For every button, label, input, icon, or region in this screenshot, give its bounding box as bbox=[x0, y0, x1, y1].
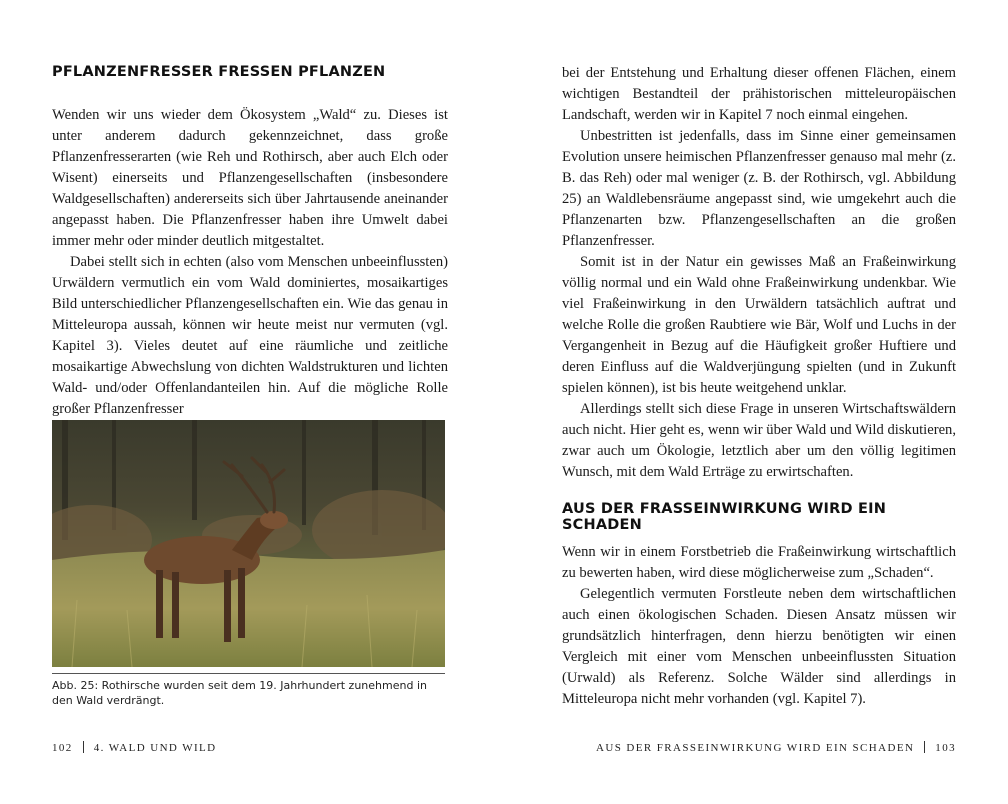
section-heading-pflanzenfresser: PFLANZENFRESSER FRESSEN PFLANZEN bbox=[52, 64, 386, 80]
paragraph: Somit ist in der Natur ein gewisses Maß an Fraßeinwirkung völlig normal und ein Wald ohne Fraßeinwirkung undenkbar. Wie viel Fraßeinwirkung in den Urwäldern tatsächlich auftrat und welche Rolle die großen Raubtiere wie Bär, Wolf und Luchs in der Vergangenheit in Bezug auf die Häufigkeit großer Huftiere und deren Einfluss auf die Waldverjüngung spielten (und in Zukunft spielen können), ist bis heute weitgehend unklar. bbox=[562, 254, 956, 396]
paragraph: Wenn wir in einem Forstbetrieb die Fraßeinwirkung wirtschaftlich zu bewerten haben, wird diese möglicherweise zum „Schaden“. bbox=[562, 544, 956, 581]
red-deer-photo bbox=[52, 420, 445, 667]
section-heading-schaden: AUS DER FRASSEINWIRKUNG WIRD EIN SCHADEN bbox=[562, 501, 887, 533]
right-page bbox=[562, 0, 956, 804]
footer-separator bbox=[83, 741, 84, 753]
page-number: 103 bbox=[935, 742, 956, 754]
right-body-text-top bbox=[562, 63, 956, 483]
paragraph: bei der Entstehung und Erhaltung dieser offenen Flächen, einem wichtigen Bestandteil der prähistorischen mitteleuropäischen Landschaft, werden wir in Kapitel 7 noch einmal eingehen. bbox=[562, 65, 956, 123]
left-body-text bbox=[52, 105, 448, 420]
right-body-text-bottom bbox=[562, 542, 956, 710]
right-running-footer bbox=[596, 741, 956, 754]
section-title: AUS DER FRASSEINWIRKUNG WIRD EIN SCHADEN bbox=[596, 742, 915, 754]
chapter-title: 4. WALD UND WILD bbox=[93, 742, 217, 754]
caption-divider bbox=[52, 673, 445, 674]
paragraph: Dabei stellt sich in echten (also vom Menschen unbeeinflussten) Urwäldern vermutlich ein vom Wald dominiertes, mosaikartiges Bild unterschiedlicher Pflanzengesellschaften ein. Wie das genau in Mitteleuropa aussah, können wir heute meist nur vermuten (vgl. Kapitel 3). Vieles deutet auf eine räumliche und zeitliche mosaikartige Abwechslung von dichten Waldstrukturen und lichten Wald- und/oder Offenlandanteilen hin. Auf die mögliche Rolle großer Pflanzenfresser bbox=[52, 254, 448, 417]
left-running-footer bbox=[52, 741, 217, 754]
page-number: 102 bbox=[52, 742, 73, 754]
footer-separator bbox=[924, 741, 925, 753]
left-page bbox=[52, 0, 448, 804]
paragraph: Allerdings stellt sich diese Frage in unseren Wirtschaftswäldern auch nicht. Hier geht es, wenn wir über Wald und Wild diskutieren, zwar auch um Ökologie, letztlich aber um den völlig legitimen Wunsch, mit dem Wald Erträge zu erwirtschaften. bbox=[562, 401, 956, 480]
figure-caption: Abb. 25: Rothirsche wurden seit dem 19. Jahrhundert zunehmend in den Wald verdrängt. bbox=[52, 679, 427, 707]
paragraph: Gelegentlich vermuten Forstleute neben dem wirtschaftlichen auch einen ökologischen Schaden. Diesen Ansatz müssen wir grundsätzlich hinterfragen, denn hierzu benötigten wir einen Vergleich mit einer vom Menschen unbeeinflussten Situation (Urwald) als Referenz. Solche Wälder sind allerdings in Mitteleuropa nicht mehr vorhanden (vgl. Kapitel 7). bbox=[562, 586, 956, 707]
paragraph: Unbestritten ist jedenfalls, dass im Sinne einer gemeinsamen Evolution unsere heimischen Pflanzenfresser genauso mal mehr (z. B. das Reh) oder mal weniger (z. B. der Rothirsch, vgl. Abbildung 25) an Waldlebensräume angepasst sind, wie umgekehrt auch die Pflanzenarten bzw. Pflanzengesellschaften an die großen Pflanzenfresser. bbox=[562, 128, 956, 249]
paragraph: Wenden wir uns wieder dem Ökosystem „Wald“ zu. Dieses ist unter anderem dadurch gekennzeichnet, dass große Pflanzenfresserarten (wie Reh und Rothirsch, aber auch Elch oder Wisent) einerseits und Pflanzengesellschaften (insbesondere Waldgesellschaften) andererseits sich über Jahrtausende aneinander angepasst haben. Die Pflanzenfresser haben ihre Umwelt dabei immer mehr oder minder deutlich mitgestaltet. bbox=[52, 107, 448, 249]
